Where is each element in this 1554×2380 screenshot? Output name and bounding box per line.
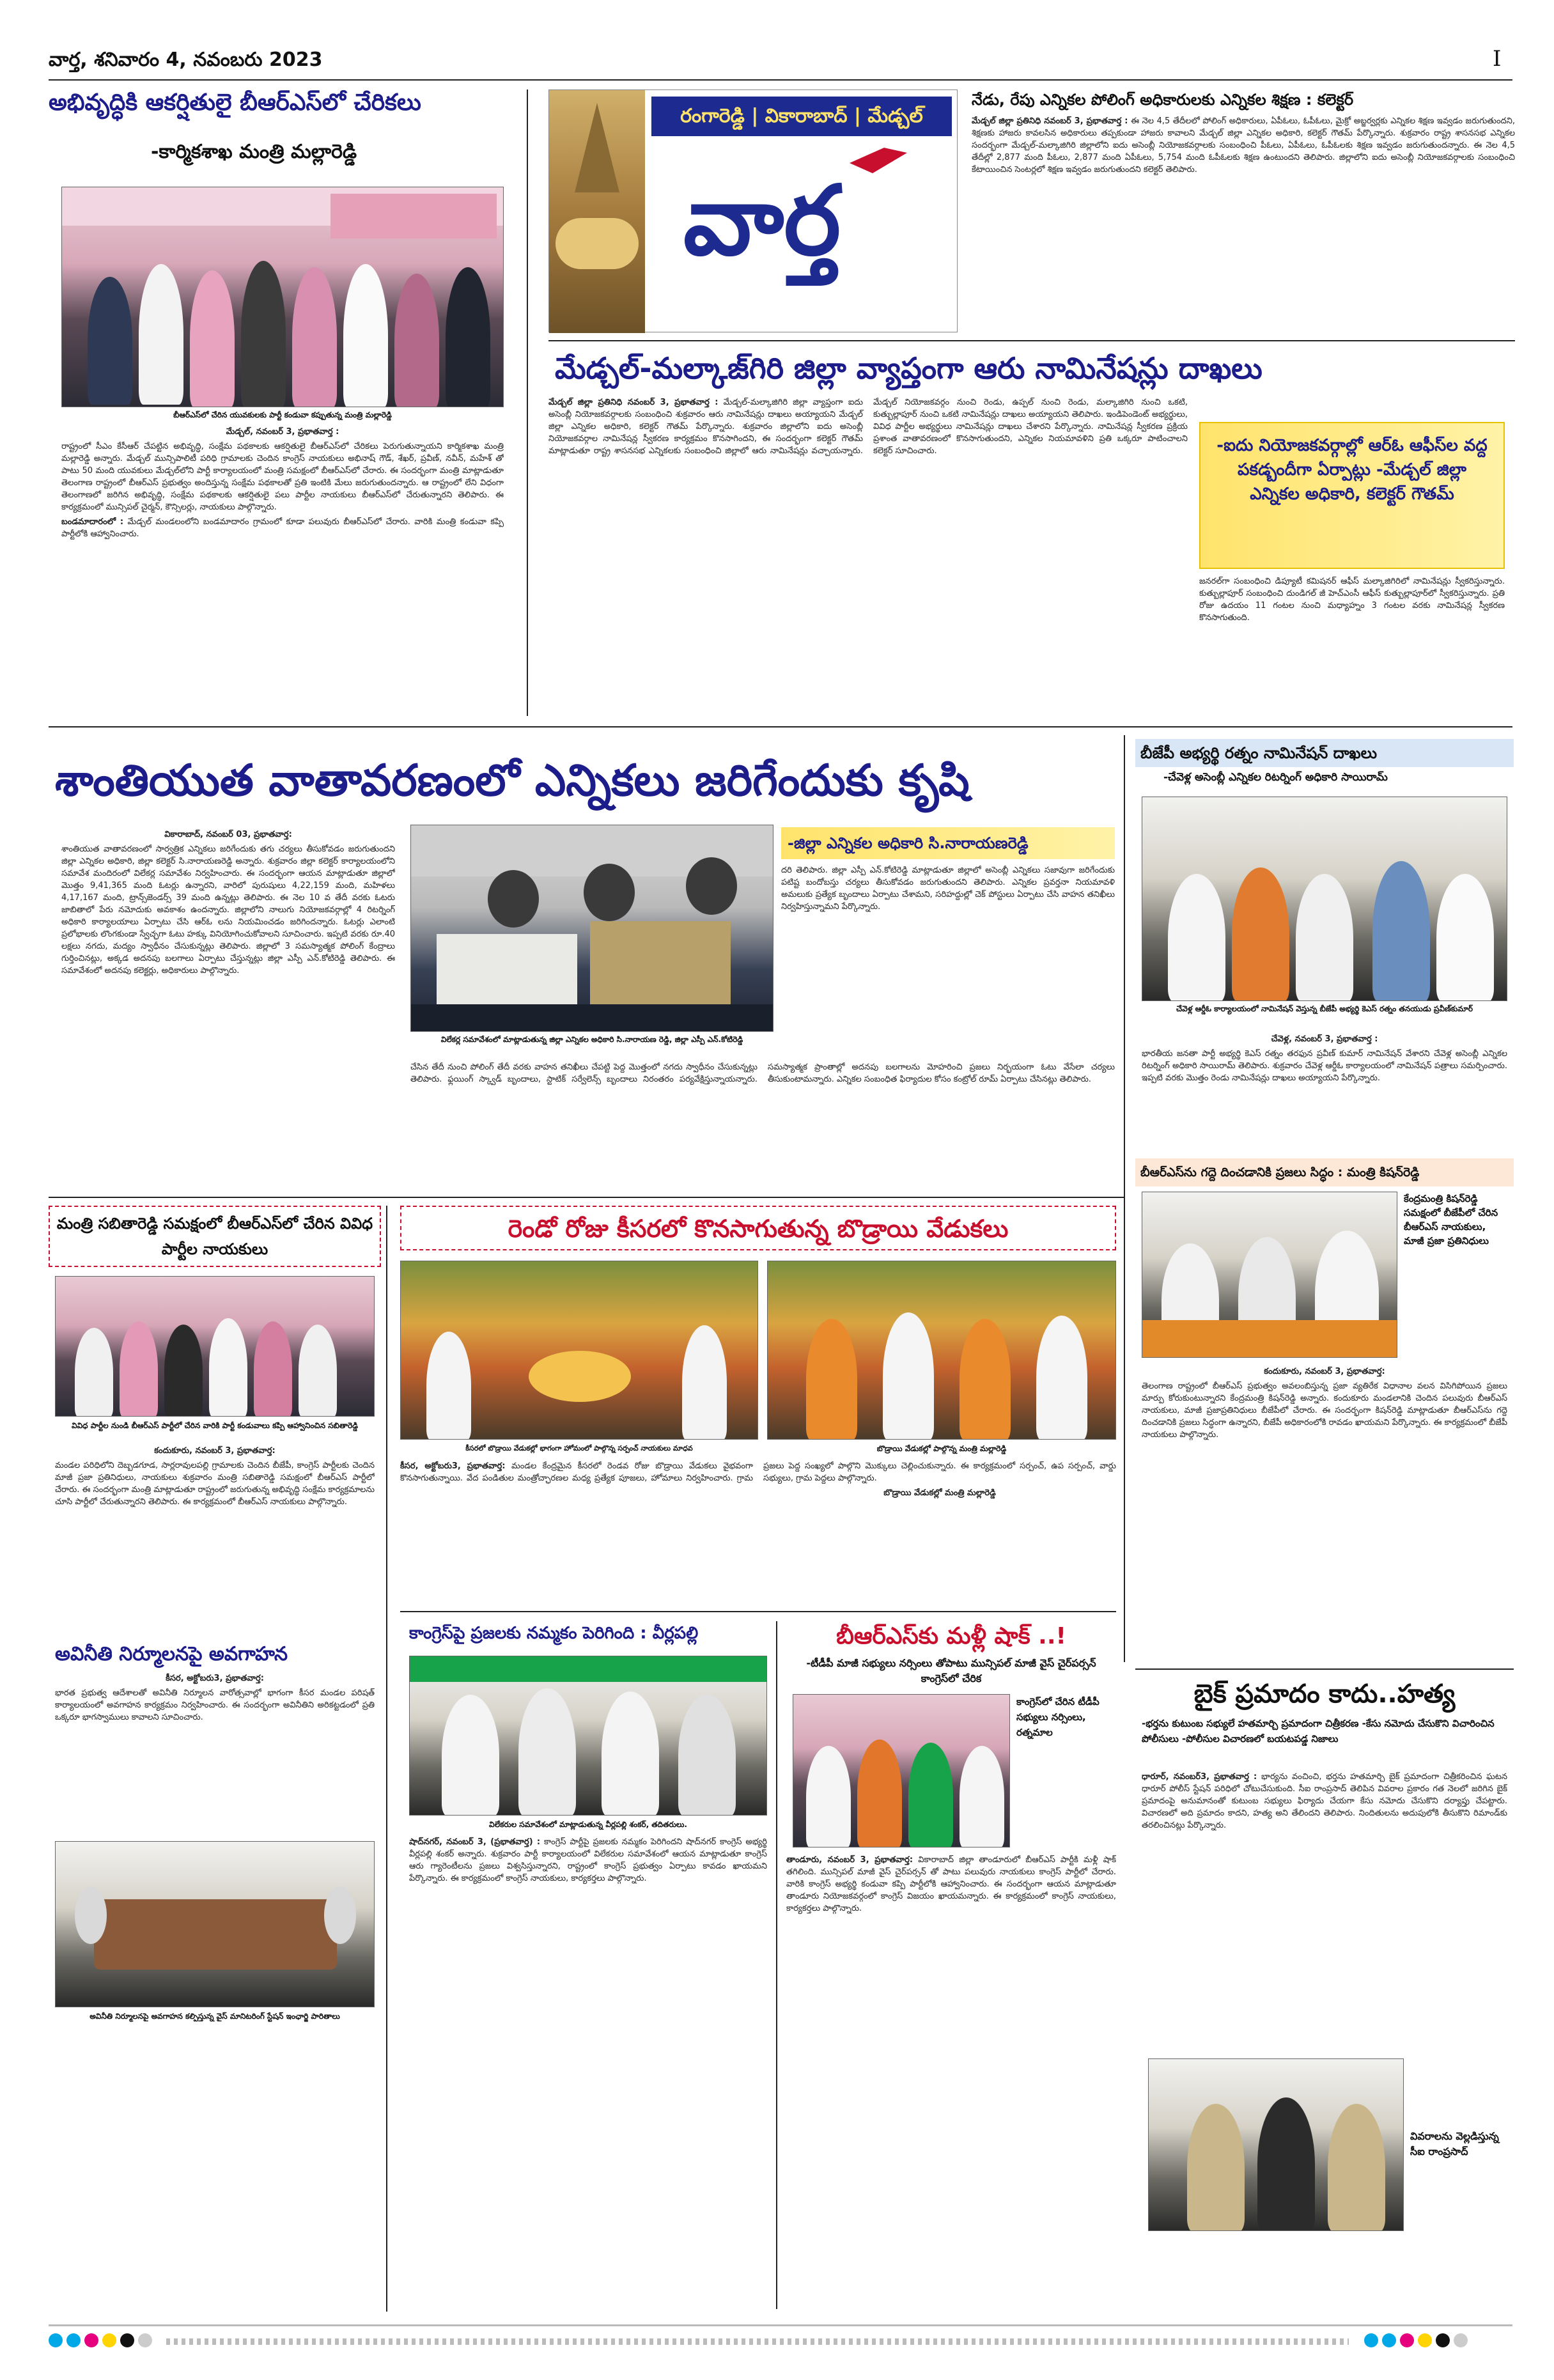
story2-body-wrap	[972, 115, 1515, 332]
story5-sub-body: తెలంగాణ రాష్ట్రంలో బీఆర్ఎస్ ప్రభుత్వం అవలంబిస్తున్న ప్రజా వ్యతిరేక విధానాల వలన విసిగిపోయిన ప్రజలు మార్పు కోరుకుంటున్నారని కేంద్రమంత్రి కిషన్‌రెడ్డి అన్నారు. కందుకూరు మండలానికి చెందిన పలువురు బీఆర్ఎస్ నాయకులు, మాజీ ప్రజాప్రతినిధులు బీజేపీలో చేరారు. ఈ సందర్భంగా కిషన్‌రెడ్డి మాట్లాడుతూ బీఆర్ఎస్‌ను గద్దె దించడానికి ప్రజలు సిద్ధంగా ఉన్నారని, బీజేపీ అధికారంలోకి రావడం ఖాయమని పేర్కొన్నారు. ఈ కార్యక్రమంలో బీజేపీ నాయకులు పాల్గొన్నారు.	[1142, 1381, 1507, 1440]
story6-body-wrap	[55, 1445, 375, 1637]
story10-subhead: -భర్తను కుటుంబ సభ్యులే హతమార్చి ప్రమాదంగా చిత్రీకరణ -కేసు నమోదు చేసుకొని విచారించిన పోలీసులు -పోలీసుల విచారణలో బయటపడ్డ నిజాలు	[1142, 1718, 1495, 1745]
temple-photo	[549, 90, 645, 333]
story4-body: శాంతియుత వాతావరణంలో సార్వత్రిక ఎన్నికలు జరిగేందుకు తగు చర్యలు తీసుకోవడం జరుగుతుందని జిల్లా ఎన్నికల అధికారి, జిల్లా కలెక్టర్ సి.నారాయణరెడ్డి అన్నారు. శుక్రవారం జిల్లా కలెక్టర్ కార్యాలయంలోని సమావేశ మందిరంలో విలేకర్ల సమావేశం నిర్వహించారు. ఈ సందర్భంగా ఆయన మాట్లాడుతూ జిల్లాలో మొత్తం 9,41,365 మంది ఓటర్లు ఉన్నారని, వారిలో పురుషులు 4,22,159 మంది, మహిళలు 4,17,167 మంది, ట్రాన్స్‌జెండర్స్ 39 మంది ఉన్నట్లు తెలిపారు. ఈ నెల 10 వ తేదీ వరకు ఓటరు జాబితాలో పేరు నమోదుకు అవకాశం ఉందన్నారు. జిల్లాలోని నాలుగు నియోజకవర్గాల్లో 4 రిటర్నింగ్ అధికారి కార్యాలయాలు ఏర్పాటు చేసి ఆర్ఓ లను నియమించడం జరిగిందన్నారు. ఓటర్లు ఎలాంటి ప్రలోభాలకు లొంగకుండా స్వేచ్ఛగా ఓటు హక్కు వినియోగించుకోవాలని సూచించారు. ఇప్పటి వరకు రూ.40 లక్షలు నగదు, మద్యం స్వాధీనం చేసుకున్నట్లు తెలిపారు. జిల్లాలో 3 సమస్యాత్మక పోలింగ్ కేంద్రాలు గుర్తించినట్లు, అక్కడ అదనపు బలగాలు ఏర్పాటు చేస్తున్నట్లు జిల్లా ఎస్పీ ఎన్.కోటిరెడ్డి తెలిపారు. ఈ సమావేశంలో అదనపు కలెక్టర్లు, అధికారులు పాల్గొన్నారు.	[61, 844, 395, 976]
masthead-block	[548, 89, 958, 332]
footer-color-dots-right	[1364, 2333, 1472, 2350]
story3-headline: మేడ్చల్-మల్కాజ్‌గిరి జిల్లా వ్యాప్తంగా ఆరు నామినేషన్లు దాఖలు	[555, 351, 1263, 385]
story10-headline: బైక్ ప్రమాదం కాదు..హత్య	[1193, 1679, 1456, 1709]
story4-headline: శాంతియుత వాతావరణంలో ఎన్నికలు జరిగేందుకు కృషి	[55, 756, 970, 806]
story9-photo	[793, 1694, 1010, 1847]
date-line: వార్త, శనివారం 4, నవంబరు 2023	[49, 49, 323, 71]
color-dot	[102, 2333, 116, 2347]
story6-sub-dateline: కీసర, అక్టోబరు3, ప్రభాతవార్త:	[166, 1674, 264, 1683]
story5-sub-headline: బీఆర్ఎస్‌ను గద్దె దించడానికి ప్రజలు సిద్ధం : మంత్రి కిషన్‌రెడ్డి	[1135, 1158, 1514, 1186]
story7-dateline: కీసర, అక్టోబరు3, ప్రభాతవార్త:	[400, 1461, 506, 1471]
story3-highlight-box: -ఐదు నియోజకవర్గాల్లో ఆర్ఓ ఆఫీస్‌ల వద్ద పకడ్బందీగా ఏర్పాట్లు -మేడ్చల్ జిల్లా ఎన్నికల అధికారి, కలెక్టర్ గౌతమ్	[1199, 422, 1505, 569]
column-rule-4	[776, 1621, 777, 2309]
section-rule	[548, 340, 1515, 341]
section-rule-3	[49, 1197, 1124, 1198]
story4-photo-caption: విలేకర్ల సమావేశంలో మాట్లాడుతున్న జిల్లా ఎన్నికల అధికారి సి.నారాయణ రెడ్డి, జిల్లా ఎస్పీ ఎన్.కోటిరెడ్డి	[440, 1035, 743, 1044]
story1-subsection-body: మేడ్చల్ మండలంలోని బండమాదారం గ్రామంలో కూడా పలువురు బీఆర్ఎస్‌లో చేరారు. వారికి మంత్రి కండువా కప్పి పార్టీలోకి ఆహ్వానించారు.	[61, 517, 504, 539]
story6-sub-photo-caption: అవినీతి నిర్మూలనపై అవగాహన కల్పిస్తున్న వైస్ మానిటరింగ్ స్టేషన్ ఇంఛార్జి పారితాలు	[89, 2012, 340, 2021]
story1-body-wrap	[61, 426, 504, 694]
story6-headline: మంత్రి సబితారెడ్డి సమక్షంలో బీఆర్ఎస్‌లో చేరిన వివిధ పార్టీల నాయకులు	[49, 1206, 381, 1267]
district-banner: రంగారెడ్డి | వికారాబాద్ | మేడ్చల్	[651, 97, 952, 136]
story7-photo-caption-left: కీసరలో బొడ్రాయి వేడుకల్లో భాగంగా హోమంలో పాల్గొన్న సర్పంచ్ నాయకులు మాధవ	[465, 1444, 693, 1452]
story5-sub-body-wrap	[1142, 1365, 1507, 1660]
story10-photo-caption: వివరాలను వెల్లడిస్తున్న సీఐ రాంప్రసాద్	[1410, 2130, 1499, 2158]
story10-body: భార్యను వంచించి, భర్తను హతమార్చి బైక్ ప్రమాదంగా చిత్రీకరించిన ఘటన ధారూర్ పోలీస్ స్టేషన్ పరిధిలో చోటుచేసుకుంది. సీఐ రాంప్రసాద్ తెలిపిన వివరాల ప్రకారం గత నెలలో జరిగిన బైక్ ప్రమాదంపై అనుమానంతో కుటుంబ సభ్యులు ఫిర్యాదు చేయగా కేసు నమోదు చేసుకొని దర్యాప్తు చేపట్టారు. విచారణలో అది ప్రమాదం కాదని, హత్య అని తేలిందని తెలిపారు. నిందితులను అదుపులోకి తీసుకొని రిమాండ్‌కు తరలించినట్లు పేర్కొన్నారు.	[1142, 1772, 1507, 1830]
story5-body: భారతీయ జనతా పార్టీ అభ్యర్థి కెఎస్ రత్నం తరఫున ప్రవీణ్ కుమార్ నామినేషన్ వేశారని చేవెళ్ల అసెంబ్లీ ఎన్నికల రిటర్నింగ్ అధికారి సాయిరామ్ తెలిపారు. శుక్రవారం చేవెళ్ల ఆర్డీఓ కార్యాలయంలో నామినేషన్ పత్రాలు సమర్పించారు. ఇప్పటి వరకు మొత్తం రెండు నామినేషన్లు దాఖలు అయ్యాయని పేర్కొన్నారు.	[1142, 1049, 1507, 1083]
story8-headline: కాంగ్రెస్‌పై ప్రజలకు నమ్మకం పెరిగింది : వీర్లపల్లి	[409, 1624, 699, 1643]
story1-dateline: మేడ్చల్, నవంబర్ 3, ప్రభాతవార్త :	[226, 427, 339, 437]
color-dot	[138, 2333, 152, 2347]
story3-dateline: మేడ్చల్ జిల్లా ప్రతినిధి నవంబర్ 3, ప్రభాతవార్త :	[548, 398, 719, 407]
color-dot	[1436, 2333, 1450, 2347]
footer-dashed-bar	[166, 2338, 1349, 2345]
story8-body-wrap	[409, 1836, 767, 2309]
story6-sub-photo	[55, 1841, 375, 2007]
page-number: I	[1493, 46, 1502, 72]
story4-body-bottom: చేసిన తేదీ నుంచి పోలింగ్ తేదీ వరకు వాహన తనిఖీలు చేపట్టి పెద్ద మొత్తంలో నగదు స్వాధీనం చేసుకున్నట్లు తెలిపారు. ఫ్లయింగ్ స్క్వాడ్ బృందాలు, స్టాటిక్ సర్వేలెన్స్ బృందాలు నిరంతరం పర్యవేక్షిస్తున్నాయన్నారు. సమస్యాత్మక ప్రాంతాల్లో అదనపు బలగాలను మోహరించి ప్రజలు నిర్భయంగా ఓటు వేసేలా చర్యలు తీసుకుంటామన్నారు. ఎన్నికల సంబంధిత ఫిర్యాదుల కోసం కంట్రోల్ రూమ్ ఏర్పాటు చేసినట్లు తెలిపారు.	[410, 1062, 1115, 1084]
story1-subsection-label: బండమాదారంలో :	[61, 517, 124, 527]
story7-photo-right	[767, 1261, 1116, 1440]
story1-photo	[61, 187, 504, 407]
story1-body: రాష్ట్రంలో సీఎం కేసీఆర్ చేపట్టిన అభివృద్ధి, సంక్షేమ పథకాలకు ఆకర్షితులై బీఆర్ఎస్‌లో చేరికలు పెరుగుతున్నాయని కార్మికశాఖ మంత్రి మల్లారెడ్డి అన్నారు. మేడ్చల్ మున్సిపాలిటీ పరిధి గ్రామాలకు చెందిన కాంగ్రెస్ నాయకులు అభినాష్ గౌడ్, శేఖర్, ప్రవీణ్, నవీన్, మహేశ్ తో పాటు 50 మంది యువకులు మేడ్చల్‌లోని పార్టీ కార్యాలయంలో మంత్రి సమక్షంలో బీఆర్ఎస్‌లో చేరారు. ఈ సందర్భంగా మంత్రి మాట్లాడుతూ తెలంగాణ రాష్ట్రంలో బీఆర్ఎస్ ప్రభుత్వం అందిస్తున్న సంక్షేమ పథకాలతో ప్రతి ఇంటికి మేలు జరుగుతుందన్నారు. ఆ రాష్ట్రంలో లేని విధంగా తెలంగాణలో జరిగిన అభివృద్ధి, సంక్షేమ పథకాలకు ఆకర్షితులై పలు పార్టీల నాయకులు బీఆర్ఎస్‌లో చేరుతున్నారని తెలిపారు. ఈ కార్యక్రమంలో మున్సిపల్ చైర్మన్, కౌన్సిలర్లు, నాయకులు పాల్గొన్నారు.	[61, 442, 504, 512]
story2-dateline: మేడ్చల్ జిల్లా ప్రతినిధి నవంబర్ 3, ప్రభాతవార్త :	[972, 116, 1128, 126]
story7-body: మండల కేంద్రమైన కీసరలో రెండవ రోజు బొడ్రాయి వేడుకలు వైభవంగా కొనసాగుతున్నాయి. వేద పండితుల మంత్రోచ్ఛారణల మధ్య ప్రత్యేక పూజలు, హోమాలు నిర్వహించారు. గ్రామ ప్రజలు పెద్ద సంఖ్యలో పాల్గొని మొక్కులు చెల్లించుకున్నారు. ఈ కార్యక్రమంలో సర్పంచ్, ఉప సర్పంచ్, వార్డు సభ్యులు, గ్రామ పెద్దలు పాల్గొన్నారు.	[400, 1461, 1116, 1483]
story2-headline: నేడు, రేపు ఎన్నికల పోలింగ్ అధికారులకు ఎన్నికల శిక్షణ : కలెక్టర్	[972, 91, 1354, 109]
story5-headline: బీజేపీ అభ్యర్థి రత్నం నామినేషన్ దాఖలు	[1135, 739, 1514, 767]
story8-dateline: షాద్‌నగర్, నవంబర్ 3, (ప్రభాతవార్త) :	[409, 1837, 541, 1847]
story8-body: కాంగ్రెస్ పార్టీపై ప్రజలకు నమ్మకం పెరిగిందని షాద్‌నగర్ కాంగ్రెస్ అభ్యర్థి వీర్లపల్లి శంకర్ అన్నారు. శుక్రవారం పార్టీ కార్యాలయంలో విలేకరుల సమావేశంలో ఆయన మాట్లాడుతూ కాంగ్రెస్ ఆరు గ్యారెంటీలను ప్రజలు విశ్వసిస్తున్నారని, రాష్ట్రంలో కాంగ్రెస్ ప్రభుత్వం ఏర్పాటు కావడం ఖాయమని పేర్కొన్నారు. ఈ కార్యక్రమంలో కాంగ్రెస్ నాయకులు, కార్యకర్తలు పాల్గొన్నారు.	[409, 1837, 767, 1883]
story7-mini-headline: బొడ్రాయి వేడుకల్లో మంత్రి మల్లారెడ్డి	[883, 1488, 996, 1498]
story4-dateline: వికారాబాద్, నవంబర్ 03, ప్రభాతవార్త:	[164, 830, 292, 839]
story6-photo	[55, 1276, 375, 1417]
story4-body-right: దరి తెలిపారు. జిల్లా ఎస్పీ ఎన్.కోటిరెడ్డి మాట్లాడుతూ జిల్లాలో అసెంబ్లీ ఎన్నికలు సజావుగా జరిగేందుకు పటిష్ట బందోబస్తు చర్యలు తీసుకోవడం జరుగుతుందని తెలిపారు. ఎన్నికల ప్రవర్తనా నియమావళి అమలుకు ప్రత్యేక బృందాలు ఏర్పాటు చేశామని, సరిహద్దుల్లో చెక్ పోస్టులు ఏర్పాటు చేసి వాహన తనిఖీలు నిర్వహిస్తున్నామని పేర్కొన్నారు.	[781, 866, 1115, 912]
story8-photo	[409, 1656, 767, 1816]
story9-photo-caption: కాంగ్రెస్‌లో చేరిన టీడీపీ సభ్యులు నర్సింలు, రత్నమాల	[1016, 1696, 1099, 1738]
color-dot	[1418, 2333, 1432, 2347]
color-dot	[1400, 2333, 1414, 2347]
brand-logo: వార్త	[683, 166, 841, 277]
color-dot	[66, 2333, 81, 2347]
story6-dateline: కందుకూరు, నవంబర్ 3, ప్రభాతవార్త:	[154, 1446, 276, 1456]
column-rule-2	[1124, 735, 1125, 1662]
story8-photo-caption: విలేకరుల సమావేశంలో మాట్లాడుతున్న వీర్లపల్లి శంకర్, తదితరులు.	[489, 1820, 687, 1829]
story2-body: ఈ నెల 4,5 తేదీలలో పోలింగ్ అధికారులు, ఏపీఓలు, ఓపీఓలు, మైక్రో అబ్జర్వర్లకు ఎన్నికల శిక్షణ ఇవ్వడం జరుగుతుందని, శిక్షణకు హాజరు కావలసిన అధికారులు తప్పకుండా హాజరు కావాలని మేడ్చల్ జిల్లా ఎన్నికల అధికారి, కలెక్టర్ గౌతమ్ పేర్కొన్నారు. శుక్రవారం రాష్ట్ర శాసనసభ ఎన్నికల సందర్భంగా మేడ్చల్-మల్కాజిగిరి జిల్లాలోని ఐదు అసెంబ్లీ నియోజకవర్గాలకు సంబంధించి పీఓలు, ఏపీఓలు, ఓపీఓలకు శిక్షణ ఇవ్వడం జరుగుతుందన్నారు. ఈ నెల 4,5 తేదీల్లో 2,877 మంది పీఓలు, 2,877 మంది ఏపీఓలు, 5,754 మంది ఓపీఓలకు శిక్షణ ఉంటుందని తెలిపారు. జిల్లాలోని ఐదు అసెంబ్లీ నియోజకవర్గాలకు సంబంధించి కేటాయించిన సెంటర్లలో శిక్షణ ఇవ్వడం జరుగుతుందని కలెక్టర్ తెలిపారు.	[972, 116, 1515, 175]
color-dot	[120, 2333, 134, 2347]
story1-subhead: -కార్మికశాఖ మంత్రి మల్లారెడ్డి	[151, 141, 357, 163]
story6-body: మండల పరిధిలోని దెబ్బడగూడ, సార్లరావులపల్లి గ్రామాలకు చెందిన బీజేపీ, కాంగ్రెస్ పార్టీలకు చెందిన మాజీ ప్రజా ప్రతినిధులు, నాయకులు శుక్రవారం మంత్రి సబితారెడ్డి సమక్షంలో బీఆర్ఎస్ పార్టీలో చేరారు. ఈ సందర్భంగా మంత్రి మాట్లాడుతూ రాష్ట్రంలో జరుగుతున్న అభివృద్ధి సంక్షేమ కార్యక్రమాలను చూసి పార్టీలో చేరుతున్నారని తెలిపారు. ఈ కార్యక్రమంలో బీఆర్ఎస్ నాయకులు పాల్గొన్నారు.	[55, 1461, 375, 1507]
footer-rule	[49, 2324, 1512, 2326]
story5-sub-photo-caption: కేంద్రమంత్రి కిషన్‌రెడ్డి సమక్షంలో బీజేపీలో చేరిన బీఆర్ఎస్ నాయకులు, మాజీ ప్రజా ప్రతినిధులు	[1404, 1193, 1498, 1247]
story5-photo	[1142, 797, 1507, 1001]
column-rule	[527, 89, 528, 716]
story4-subhead: -జిల్లా ఎన్నికల అధికారి సి.నారాయణరెడ్డి	[781, 827, 1115, 859]
story7-photo-left	[400, 1261, 758, 1440]
story9-subhead: -టీడీపీ మాజీ సభ్యులు నర్సింలు తోపాటు మున్సిపల్ మాజీ వైస్ చైర్‌పర్సన్ కాంగ్రెస్‌లో చేరిక	[806, 1657, 1096, 1684]
story7-body-wrap	[400, 1460, 1116, 1588]
story1-headline: అభివృద్ధికి ఆకర్షితులై బీఆర్ఎస్‌లో చేరికలు	[49, 89, 421, 116]
column-rule-3	[386, 1206, 387, 2312]
story3-body-wrap	[548, 396, 1188, 716]
story10-photo	[1148, 2058, 1404, 2231]
story10-body-wrap	[1142, 1771, 1507, 2052]
color-dot	[84, 2333, 98, 2347]
story9-headline: బీఆర్ఎస్‌కు మళ్లీ షాక్ ..!	[836, 1623, 1066, 1649]
story3-body-tail: జనరల్‌గా సంబంధించి డిప్యూటీ కమిషనర్ ఆఫీస్ మల్కాజిగిరిలో నామినేషన్లు స్వీకరిస్తున్నారు. కుత్బుల్లాపూర్ సంబంధించి దుండిగల్ జీ హెచ్ఎంసీ ఆఫీస్ కుత్బుల్లాపూర్‌లో స్వీకరిస్తున్నారు. ప్రతి రోజు ఉదయం 11 గంటల నుంచి మధ్యాహ్నం 3 గంటల వరకు నామినేషన్ల స్వీకరణ కొనసాగుతుంది.	[1199, 577, 1505, 623]
story6-photo-caption: వివిధ పార్టీల నుండి బీఆర్ఎస్ పార్టీలో చేరిన వారికి పార్టీ కండువాలు కప్పి ఆహ్వానించిన సబితారెడ్డి	[71, 1421, 358, 1430]
color-dot	[1454, 2333, 1468, 2347]
story5-body-wrap	[1142, 1033, 1507, 1155]
header-rule	[49, 79, 1512, 81]
story6-sub-body: భారత ప్రభుత్వ ఆదేశాలతో అవినీతి నిర్మూలన వారోత్సవాల్లో భాగంగా కీసర మండల పరిషత్ కార్యాలయంలో అవగాహన కార్యక్రమం నిర్వహించారు. ఈ సందర్భంగా అవినీతిని అరికట్టడంలో ప్రతి ఒక్కరూ భాగస్వాములు కావాలని సూచించారు.	[55, 1688, 375, 1722]
section-rule-2	[49, 726, 1512, 727]
story5-sub-dateline: కందుకూరు, నవంబర్ 3, ప్రభాతవార్త:	[1264, 1367, 1385, 1376]
story7-headline: రెండో రోజు కీసరలో కొనసాగుతున్న బొడ్రాయి వేడుకలు	[400, 1206, 1116, 1250]
story10-dateline: ధారూర్, నవంబర్3, ప్రభాతవార్త :	[1142, 1772, 1257, 1782]
story5-sub-photo	[1142, 1192, 1397, 1358]
story6-sub-headline: అవినీతి నిర్మూలనపై అవగాహన	[55, 1643, 288, 1665]
section-rule-4	[400, 1611, 1116, 1612]
footer-color-dots-left	[49, 2333, 156, 2350]
story9-dateline: తాండూరు, నవంబర్ 3, ప్రభాతవార్త:	[786, 1855, 913, 1865]
story5-dateline: చేవెళ్ల, నవంబర్ 3, ప్రభాతవార్త :	[1271, 1034, 1378, 1044]
story9-body: వికారాబాద్ జిల్లా తాండూరులో బీఆర్ఎస్ పార్టీకి మళ్లీ షాక్ తగిలింది. మున్సిపల్ మాజీ వైస్ చైర్‌పర్సన్ తో పాటు పలువురు నాయకులు కాంగ్రెస్ పార్టీలో చేరారు. వారికి కాంగ్రెస్ అభ్యర్థి కండువా కప్పి పార్టీలోకి ఆహ్వానించారు. ఈ సందర్భంగా ఆయన మాట్లాడుతూ తాండూరు నియోజకవర్గంలో కాంగ్రెస్ విజయం ఖాయమన్నారు. ఈ కార్యక్రమంలో కాంగ్రెస్ నాయకులు, కార్యకర్తలు పాల్గొన్నారు.	[786, 1855, 1116, 1913]
story7-photo-caption-right: బొడ్రాయి వేడుకల్లో పాల్గొన్న మంత్రి మల్లారెడ్డి	[876, 1444, 1007, 1453]
section-rule-5	[1135, 1668, 1514, 1670]
story6-sub-body-wrap	[55, 1672, 375, 1839]
color-dot	[1382, 2333, 1396, 2347]
color-dot	[49, 2333, 63, 2347]
story3-body: మేడ్చల్-మల్కాజిగిరి జిల్లా వ్యాప్తంగా ఐదు అసెంబ్లీ నియోజకవర్గాలకు సంబంధించి శుక్రవారం ఆరు నామినేషన్లు దాఖలు అయ్యాయని మేడ్చల్ జిల్లా ఎన్నికల అధికారి, కలెక్టర్ గౌతమ్ పేర్కొన్నారు. శుక్రవారం జిల్లాలోని ఐదు అసెంబ్లీ నియోజకవర్గాల నామినేషన్ల స్వీకరణ కార్యక్రమం కొనసాగిందని, ఈ సందర్భంగా కలెక్టర్ గౌతమ్ మాట్లాడుతూ రాష్ట్ర శాసనసభ ఎన్నికలకు సంబంధించి జిల్లాలో ఆరు నామినేషన్లు వచ్చాయన్నారు. మేడ్చల్ నియోజకవర్గం నుంచి రెండు, ఉప్పల్ నుంచి రెండు, మల్కాజిగిరి నుంచి ఒకటి, కుత్బుల్లాపూర్ నుంచి ఒకటి నామినేషన్లు దాఖలు అయ్యాయని తెలిపారు. ఇండిపెండెంట్ అభ్యర్థులు, వివిధ పార్టీల అభ్యర్థులు నామినేషన్లు దాఖలు చేశారని పేర్కొన్నారు. నామినేషన్ల స్వీకరణ ప్రక్రియ ప్రశాంత వాతావరణంలో కొనసాగుతుందని, ఎన్నికల నియమావళిని ప్రతి ఒక్కరూ పాటించాలని కలెక్టర్ సూచించారు.	[548, 398, 1188, 456]
story5-photo-caption: చేవెళ్ల ఆర్డీఓ కార్యాలయంలో నామినేషన్ వెస్తున్న బీజేపీ అభ్యర్థి కెఎస్ రత్నం తనయుడు ప్రవీణ్‌కుమార్	[1176, 1004, 1473, 1013]
story9-body-wrap	[786, 1854, 1116, 2309]
bird-icon	[850, 148, 907, 173]
story5-subhead: -చేవెళ్ల అసెంబ్లీ ఎన్నికల రిటర్నింగ్ అధికారి సాయిరామ్	[1163, 771, 1388, 784]
story1-photo-caption: బీఆర్ఎస్‌లో చేరిన యువకులకు పార్టీ కండువా కప్పుతున్న మంత్రి మల్లారెడ్డి	[173, 410, 392, 419]
story4-body-left	[61, 828, 395, 1186]
color-dot	[1364, 2333, 1378, 2347]
story4-photo	[410, 825, 773, 1032]
